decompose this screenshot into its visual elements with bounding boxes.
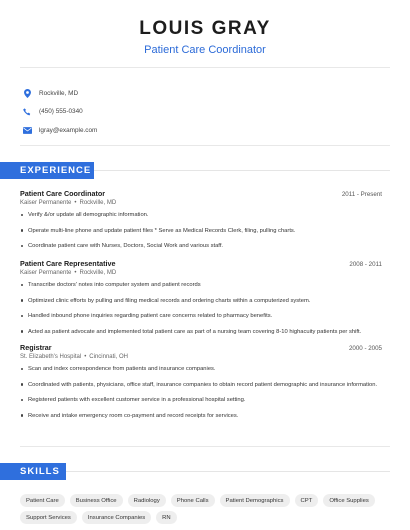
- skills-list: [20, 494, 390, 524]
- skill-chip: CPT: [295, 494, 319, 507]
- skills-heading: [0, 463, 66, 480]
- skills-heading-text: SKILLS: [20, 466, 60, 477]
- job-company: Kaiser Permanente • Rockville, MD: [20, 200, 117, 206]
- skill-chip: RN: [156, 511, 177, 524]
- phone-icon: [22, 107, 32, 117]
- job-dates: 2008 - 2011: [349, 261, 382, 268]
- location-pin-icon: [22, 88, 32, 98]
- job-bullets: [20, 211, 382, 250]
- job-company: St. Elizabeth's Hospital • Cincinnati, OH: [20, 354, 128, 360]
- company-name: Kaiser Permanente: [20, 200, 72, 206]
- job-title: Registrar: [20, 343, 52, 352]
- experience-heading-text: EXPERIENCE: [20, 165, 92, 176]
- skill-chip: Patient Care: [20, 494, 65, 507]
- skill-chip: Radiology: [128, 494, 166, 507]
- job-bullet: Acted as patient advocate and implemented total patient care as part of a nursing team covering 8-10 highacuity patients per shift.: [20, 328, 382, 336]
- job-bullet: Coordinate patient care with Nurses, Doctors, Social Work and various staff.: [20, 242, 382, 250]
- candidate-title: Patient Care Coordinator: [144, 44, 266, 56]
- experience-divider: [20, 446, 390, 447]
- skill-chip: Office Supplies: [323, 494, 375, 507]
- job-bullet: Operate multi-line phone and update patient files * Serve as Medical Records Clerk, filing, pulling charts.: [20, 227, 382, 235]
- job-company: Kaiser Permanente • Rockville, MD: [20, 270, 117, 276]
- skills-heading-line: [66, 471, 390, 472]
- skill-chip: Phone Calls: [171, 494, 215, 507]
- job-bullet: Registered patients with excellent customer service in a professional hospital setting.: [20, 396, 382, 404]
- company-location: Cincinnati, OH: [89, 354, 128, 360]
- email-icon: [22, 125, 32, 135]
- skill-chip: Support Services: [20, 511, 77, 524]
- job-bullets: [20, 281, 382, 336]
- skill-chip: Patient Demographics: [220, 494, 290, 507]
- job-bullet: Receive and intake emergency room co-payment and record receipts for services.: [20, 412, 382, 420]
- contact-divider: [20, 145, 390, 146]
- job-bullet: Coordinated with patients, physicians, office staff, insurance companies to obtain record patient demographic and insurance information.: [20, 381, 382, 389]
- job-title: Patient Care Coordinator: [20, 189, 106, 198]
- contact-location: [22, 84, 97, 102]
- job-entry: [20, 343, 382, 427]
- contact-phone-text: (450) 555-0340: [39, 108, 83, 115]
- job-bullet: Handled inbound phone inquiries regarding patient care concerns related to pharmacy benefits.: [20, 312, 382, 320]
- contact-email-text: lgray@example.com: [39, 126, 98, 134]
- company-location: Rockville, MD: [79, 270, 117, 276]
- job-entry: [20, 259, 382, 343]
- experience-heading: [0, 162, 94, 179]
- contact-location-text: Rockville, MD: [39, 89, 79, 97]
- contact-list: [22, 84, 97, 140]
- experience-heading-line: [94, 170, 390, 171]
- skill-chip: Insurance Companies: [82, 511, 151, 524]
- skill-chip: Business Office: [70, 494, 123, 507]
- job-bullet: Verify &/or update all demographic information.: [20, 211, 382, 219]
- resume-header: [0, 18, 410, 57]
- job-bullet: Transcribe doctors' notes into computer system and patient records: [20, 281, 382, 289]
- job-bullets: [20, 365, 382, 420]
- job-entry: [20, 189, 382, 258]
- job-bullet: Scan and index correspondence from patients and insurance companies.: [20, 365, 382, 373]
- job-bullet: Optimized clinic efforts by pulling and filing medical records and ordering charts within a computerized system.: [20, 297, 382, 305]
- company-name: Kaiser Permanente: [20, 270, 72, 276]
- job-dates: 2000 - 2005: [348, 345, 382, 352]
- job-dates: 2011 - Present: [341, 191, 382, 198]
- company-location: Rockville, MD: [79, 200, 117, 206]
- company-name: St. Elizabeth's Hospital: [20, 354, 82, 360]
- contact-email: [22, 121, 97, 139]
- job-title: Patient Care Representative: [20, 259, 116, 268]
- candidate-name: LOUIS GRAY: [139, 18, 271, 39]
- contact-phone: [22, 103, 97, 121]
- header-divider: [20, 67, 390, 68]
